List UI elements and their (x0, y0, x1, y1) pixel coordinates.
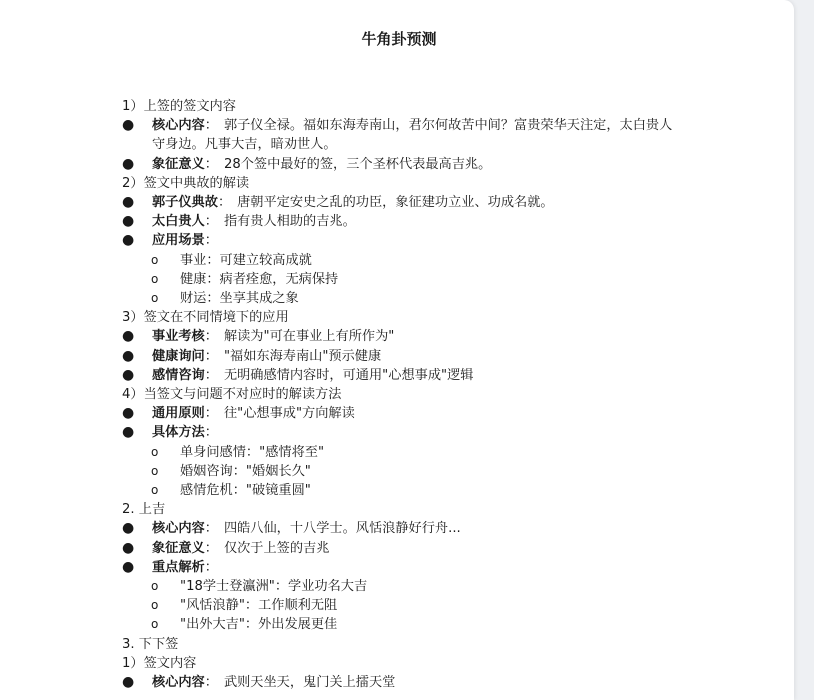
bullet-text: 四皓八仙，十八学士。风恬浪静好行舟... (223, 521, 461, 537)
bullet-dot-icon: ● (122, 520, 135, 537)
sub-bullet-text: "18学士登瀛洲"：学业功名大吉 (180, 579, 368, 595)
bullet-item (122, 366, 682, 385)
bullet-text: 无明确感情内容时，可通用"心想事成"逻辑 (223, 367, 474, 383)
section-heading: 3）签文在不同情境下的应用 (122, 310, 289, 326)
bullet-item (122, 116, 682, 154)
bullet-item (122, 539, 682, 558)
circle-bullet-icon: o (151, 271, 159, 286)
bullet-label: 感情咨询 (152, 367, 205, 383)
sub-bullet-text: 单身问感情："感情将至" (180, 444, 325, 460)
bullet-label: 通用原则 (152, 406, 205, 422)
circle-bullet-icon: o (151, 291, 159, 306)
sub-bullet-text: 感情危机："破镜重圆" (180, 483, 311, 499)
bullet-item (122, 231, 682, 250)
bullet-label: 具体方法 (152, 425, 205, 441)
bullet-dot-icon: ● (122, 347, 135, 364)
section-heading: 3. 下下签 (122, 636, 179, 652)
sub-bullet-item (122, 251, 682, 270)
sub-bullet-text: 事业：可建立较高成就 (180, 252, 312, 268)
bullet-dot-icon: ● (122, 213, 135, 230)
bullet-label: 核心内容 (152, 675, 205, 691)
bullet-dot-icon: ● (122, 117, 135, 134)
bullet-text: 指有贵人相助的吉兆。 (223, 214, 356, 230)
bullet-text: 28个签中最好的签，三个圣杯代表最高吉兆。 (223, 156, 492, 172)
label-colon: ： (204, 233, 218, 249)
label-colon: ： (217, 195, 232, 211)
bullet-dot-icon: ● (122, 366, 135, 383)
circle-bullet-icon: o (151, 579, 159, 594)
section-heading: 4）当签文与问题不对应时的解读方法 (122, 387, 342, 403)
section-heading: 2. 上吉 (122, 502, 166, 518)
circle-bullet-icon: o (151, 252, 159, 267)
bullet-dot-icon: ● (122, 424, 135, 441)
bullet-text: 唐朝平定安史之乱的功臣，象征建功立业、功成名就。 (237, 195, 554, 211)
bullet-text: "福如东海寿南山"预示健康 (223, 348, 382, 364)
label-colon: ： (204, 348, 218, 364)
sub-bullet-item (122, 481, 682, 500)
bullet-label: 事业考核 (152, 329, 205, 345)
bullet-label: 核心内容 (152, 521, 205, 537)
label-colon: ： (204, 540, 218, 556)
circle-bullet-icon: o (151, 598, 159, 613)
label-colon: ： (204, 406, 218, 422)
bullet-label: 象征意义 (152, 540, 205, 556)
circle-bullet-icon: o (151, 444, 159, 459)
circle-bullet-icon: o (151, 463, 159, 478)
bullet-item (122, 327, 682, 346)
circle-bullet-icon: o (151, 483, 159, 498)
label-colon: ： (204, 214, 218, 230)
document-title: 牛角卦预测 (361, 30, 437, 48)
bullet-label: 象征意义 (152, 156, 205, 172)
sub-bullet-text: "风恬浪静"：工作顺利无阻 (180, 598, 338, 614)
sub-bullet-text: 健康：病者痊愈，无病保持 (180, 271, 339, 287)
bullet-label: 太白贵人 (152, 214, 205, 230)
bullet-dot-icon: ● (122, 674, 135, 691)
bullet-item (122, 212, 682, 231)
bullet-label: 健康询问 (152, 348, 205, 364)
circle-bullet-icon: o (151, 617, 159, 632)
document-body (122, 97, 682, 692)
bullet-item (122, 155, 682, 174)
sub-bullet-text: 财运：坐享其成之象 (180, 291, 299, 307)
label-colon: ： (204, 367, 218, 383)
label-colon: ： (204, 521, 218, 537)
sub-bullet-item (122, 443, 682, 462)
bullet-item (122, 673, 682, 692)
bullet-text: 郭子仪全禄。福如东海寿南山，君尔何故苦中间？富贵荣华天注定，太白贵人守身边。凡事大吉，暗劝世人。 (152, 118, 673, 153)
bullet-item (122, 558, 682, 577)
label-colon: ： (204, 559, 218, 575)
sub-bullet-text: "出外大吉"：外出发展更佳 (180, 617, 338, 633)
bullet-label: 应用场景 (152, 233, 205, 249)
bullet-text: 解读为"可在事业上有所作为" (223, 329, 395, 345)
sub-bullet-item (122, 615, 682, 634)
bullet-item (122, 347, 682, 366)
bullet-dot-icon: ● (122, 194, 135, 211)
bullet-item (122, 404, 682, 423)
label-colon: ： (204, 329, 218, 345)
bullet-dot-icon: ● (122, 232, 135, 249)
bullet-label: 重点解析 (152, 559, 205, 575)
label-colon: ： (204, 118, 218, 134)
bullet-text: 仅次于上签的吉兆 (223, 540, 330, 556)
bullet-dot-icon: ● (122, 539, 135, 556)
section-heading: 2）签文中典故的解读 (122, 175, 250, 191)
bullet-label: 郭子仪典故 (152, 195, 218, 211)
bullet-item (122, 423, 682, 442)
section-heading: 1）上签的签文内容 (122, 99, 236, 114)
bullet-item (122, 193, 682, 212)
sub-bullet-text: 婚姻咨询："婚姻长久" (180, 463, 311, 479)
label-colon: ： (204, 425, 218, 441)
sub-bullet-item (122, 289, 682, 308)
label-colon: ： (204, 675, 218, 691)
sub-bullet-item (122, 462, 682, 481)
label-colon: ： (204, 156, 218, 172)
bullet-text: 往"心想事成"方向解读 (223, 406, 355, 422)
sub-bullet-item (122, 577, 682, 596)
bullet-dot-icon: ● (122, 328, 135, 345)
bullet-dot-icon: ● (122, 405, 135, 422)
bullet-dot-icon: ● (122, 155, 135, 172)
sub-bullet-item (122, 596, 682, 615)
bullet-label: 核心内容 (152, 118, 205, 134)
section-heading: 1）签文内容 (122, 655, 197, 671)
bullet-item (122, 519, 682, 538)
bullet-dot-icon: ● (122, 558, 135, 575)
bullet-text: 武则天坐天，鬼门关上擂天堂 (223, 675, 396, 691)
sub-bullet-item (122, 270, 682, 289)
